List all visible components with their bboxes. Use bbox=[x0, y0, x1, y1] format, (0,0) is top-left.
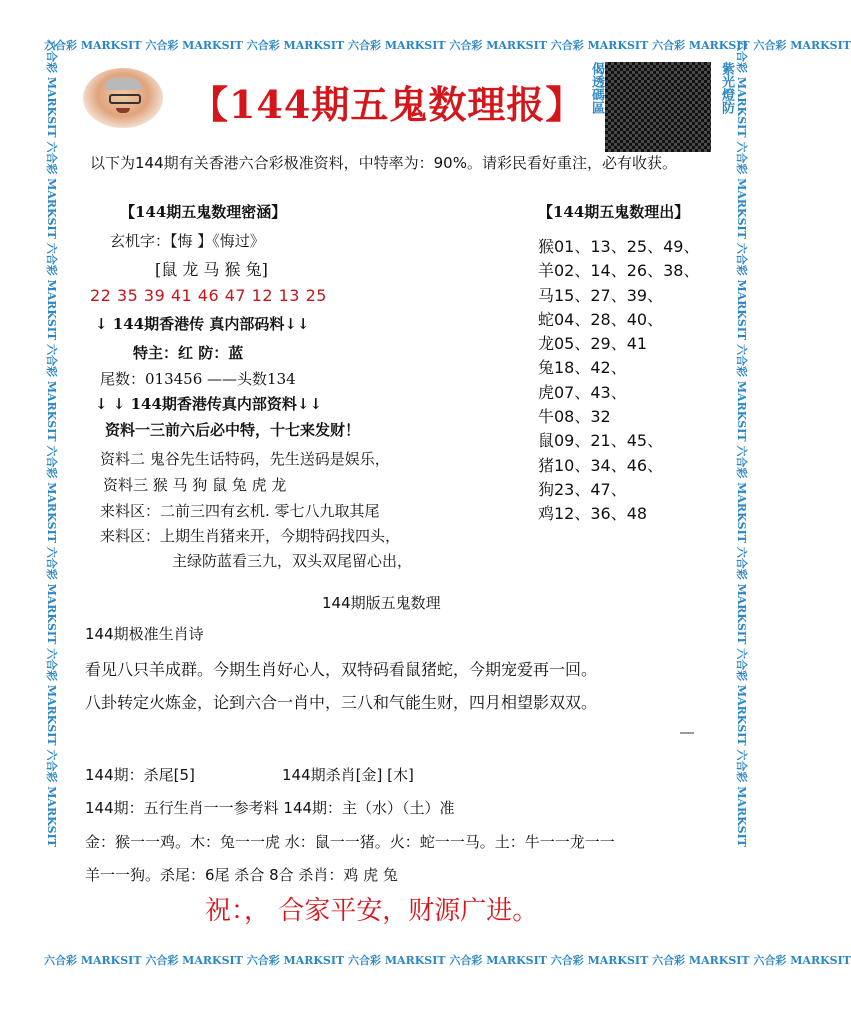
middle-section-title: 144期版五鬼数理 bbox=[322, 594, 441, 612]
kill-zodiac-line: 144期杀肖[金] [木] bbox=[282, 766, 414, 784]
divider-mark bbox=[680, 732, 694, 734]
tail-head-line: 尾数：013456 ——头数134 bbox=[100, 370, 296, 388]
kill-tail-line: 144期：杀尾[5] bbox=[85, 766, 195, 784]
border-watermark-top: 六合彩 MARKSIT 六合彩 MARKSIT 六合彩 MARKSIT 六合彩 MARKSIT 六合彩 MARKSIT 六合彩 MARKSIT 六合彩 MARKSIT 六合彩 MARKSIT bbox=[44, 39, 851, 52]
side-caption-left: 偈透碼區 bbox=[589, 62, 604, 114]
poem-line-2: 八卦转定火炼金，论到六合一肖中，三八和气能生财，四月相望影双双。 bbox=[85, 693, 598, 712]
source-area-line-3: 主绿防蓝看三九，双头双尾留心出， bbox=[172, 552, 413, 570]
border-watermark-right-text: 六合彩 MARKSIT 六合彩 MARKSIT 六合彩 MARKSIT 六合彩 MARKSIT 六合彩 MARKSIT 六合彩 MARKSIT 六合彩 MARKSIT 六合彩 MARKSIT bbox=[735, 40, 748, 847]
data-one-line: 资料一三前六后必中特，十七来发财！ bbox=[105, 421, 361, 439]
data-two-line: 资料二 鬼谷先生话特码，先生送码是娱乐， bbox=[100, 450, 390, 468]
zodiac-row: 猴01、13、25、49、 bbox=[538, 237, 700, 256]
data-three-line: 资料三 猴 马 狗 鼠 兔 虎 龙 bbox=[103, 476, 287, 494]
portrait-hair bbox=[105, 78, 141, 90]
zodiac-row: 兔18、42、 bbox=[538, 358, 627, 378]
zodiac-row: 鸡12、36、48 bbox=[538, 504, 648, 524]
zodiac-row: 猪10、34、46、 bbox=[538, 455, 664, 475]
zodiac-row: 狗23、47、 bbox=[538, 479, 627, 499]
border-watermark-left bbox=[44, 40, 62, 970]
zodiac-row: 马15、27、39、 bbox=[538, 285, 664, 305]
zodiac-row: 牛08、32 bbox=[538, 407, 611, 427]
blessing-text: 祝：， 合家平安，财源广进。 bbox=[205, 896, 539, 926]
zodiac-row: 羊02、14、26、38、 bbox=[538, 261, 700, 281]
side-caption-right: 紫光燈防 bbox=[719, 62, 734, 114]
special-main-line: 特主：红 防：蓝 bbox=[133, 344, 244, 362]
border-watermark-bottom: 六合彩 MARKSIT 六合彩 MARKSIT 六合彩 MARKSIT 六合彩 MARKSIT 六合彩 MARKSIT 六合彩 MARKSIT 六合彩 MARKSIT 六合彩 MARKSIT bbox=[44, 954, 851, 967]
element-mapping-line-2: 羊一一狗。杀尾：6尾 杀合 8合 杀肖：鸡 虎 兔 bbox=[85, 866, 398, 884]
zodiac-number-list bbox=[538, 235, 699, 527]
source-area-line-2: 来料区：上期生肖猪来开，今期特码找四头， bbox=[100, 527, 401, 545]
zodiac-row: 鼠09、21、45、 bbox=[538, 431, 664, 451]
source-area-line-1: 来料区：二前三四有玄机. 零七八九取其尾 bbox=[100, 502, 380, 520]
poem-line-1: 看见八只羊成群。今期生肖好心人，双特码看鼠猪蛇，今期宠爱再一回。 bbox=[85, 660, 598, 679]
portrait-image bbox=[83, 68, 163, 128]
element-mapping-line-1: 金：猴一一鸡。木：兔一一虎 水：鼠一一猪。火：蛇一一马。土：牛一一龙一一 bbox=[85, 833, 615, 851]
five-element-line: 144期：五行生肖一一参考料 144期：主（水）（土）准 bbox=[85, 799, 455, 817]
left-section-heading: 【144期五鬼数理密涵】 bbox=[120, 203, 287, 221]
portrait-glasses bbox=[109, 94, 141, 104]
right-section-heading: 【144期五鬼数理出】 bbox=[538, 203, 690, 221]
internal-code-heading: ↓ 144期香港传 真内部码料↓↓ bbox=[95, 315, 310, 333]
poem-title: 144期极准生肖诗 bbox=[85, 625, 204, 643]
zodiac-bracket-line: [鼠 龙 马 猴 兔] bbox=[155, 260, 268, 279]
mystery-word-line: 玄机字：【悔 】《悔过》 bbox=[110, 232, 265, 250]
recommended-numbers: 22 35 39 41 46 47 12 13 25 bbox=[90, 286, 327, 305]
border-watermark-right bbox=[734, 40, 752, 970]
zodiac-row: 蛇04、28、40、 bbox=[538, 309, 664, 329]
portrait-mouth bbox=[116, 108, 130, 113]
qr-code-image bbox=[605, 62, 711, 152]
page-title: 【144期五鬼数理报】 bbox=[190, 82, 585, 127]
internal-data-heading: ↓ ↓ 144期香港传真内部资料↓↓ bbox=[95, 395, 323, 413]
border-watermark-left-text: 六合彩 MARKSIT 六合彩 MARKSIT 六合彩 MARKSIT 六合彩 MARKSIT 六合彩 MARKSIT 六合彩 MARKSIT 六合彩 MARKSIT 六合彩 MARKSIT bbox=[45, 40, 58, 847]
intro-text: 以下为144期有关香港六合彩极准资料，中特率为：90%。请彩民看好重注，必有收获。 bbox=[90, 154, 677, 172]
zodiac-row: 龙05、29、41 bbox=[538, 334, 648, 354]
zodiac-row: 虎07、43、 bbox=[538, 382, 627, 402]
